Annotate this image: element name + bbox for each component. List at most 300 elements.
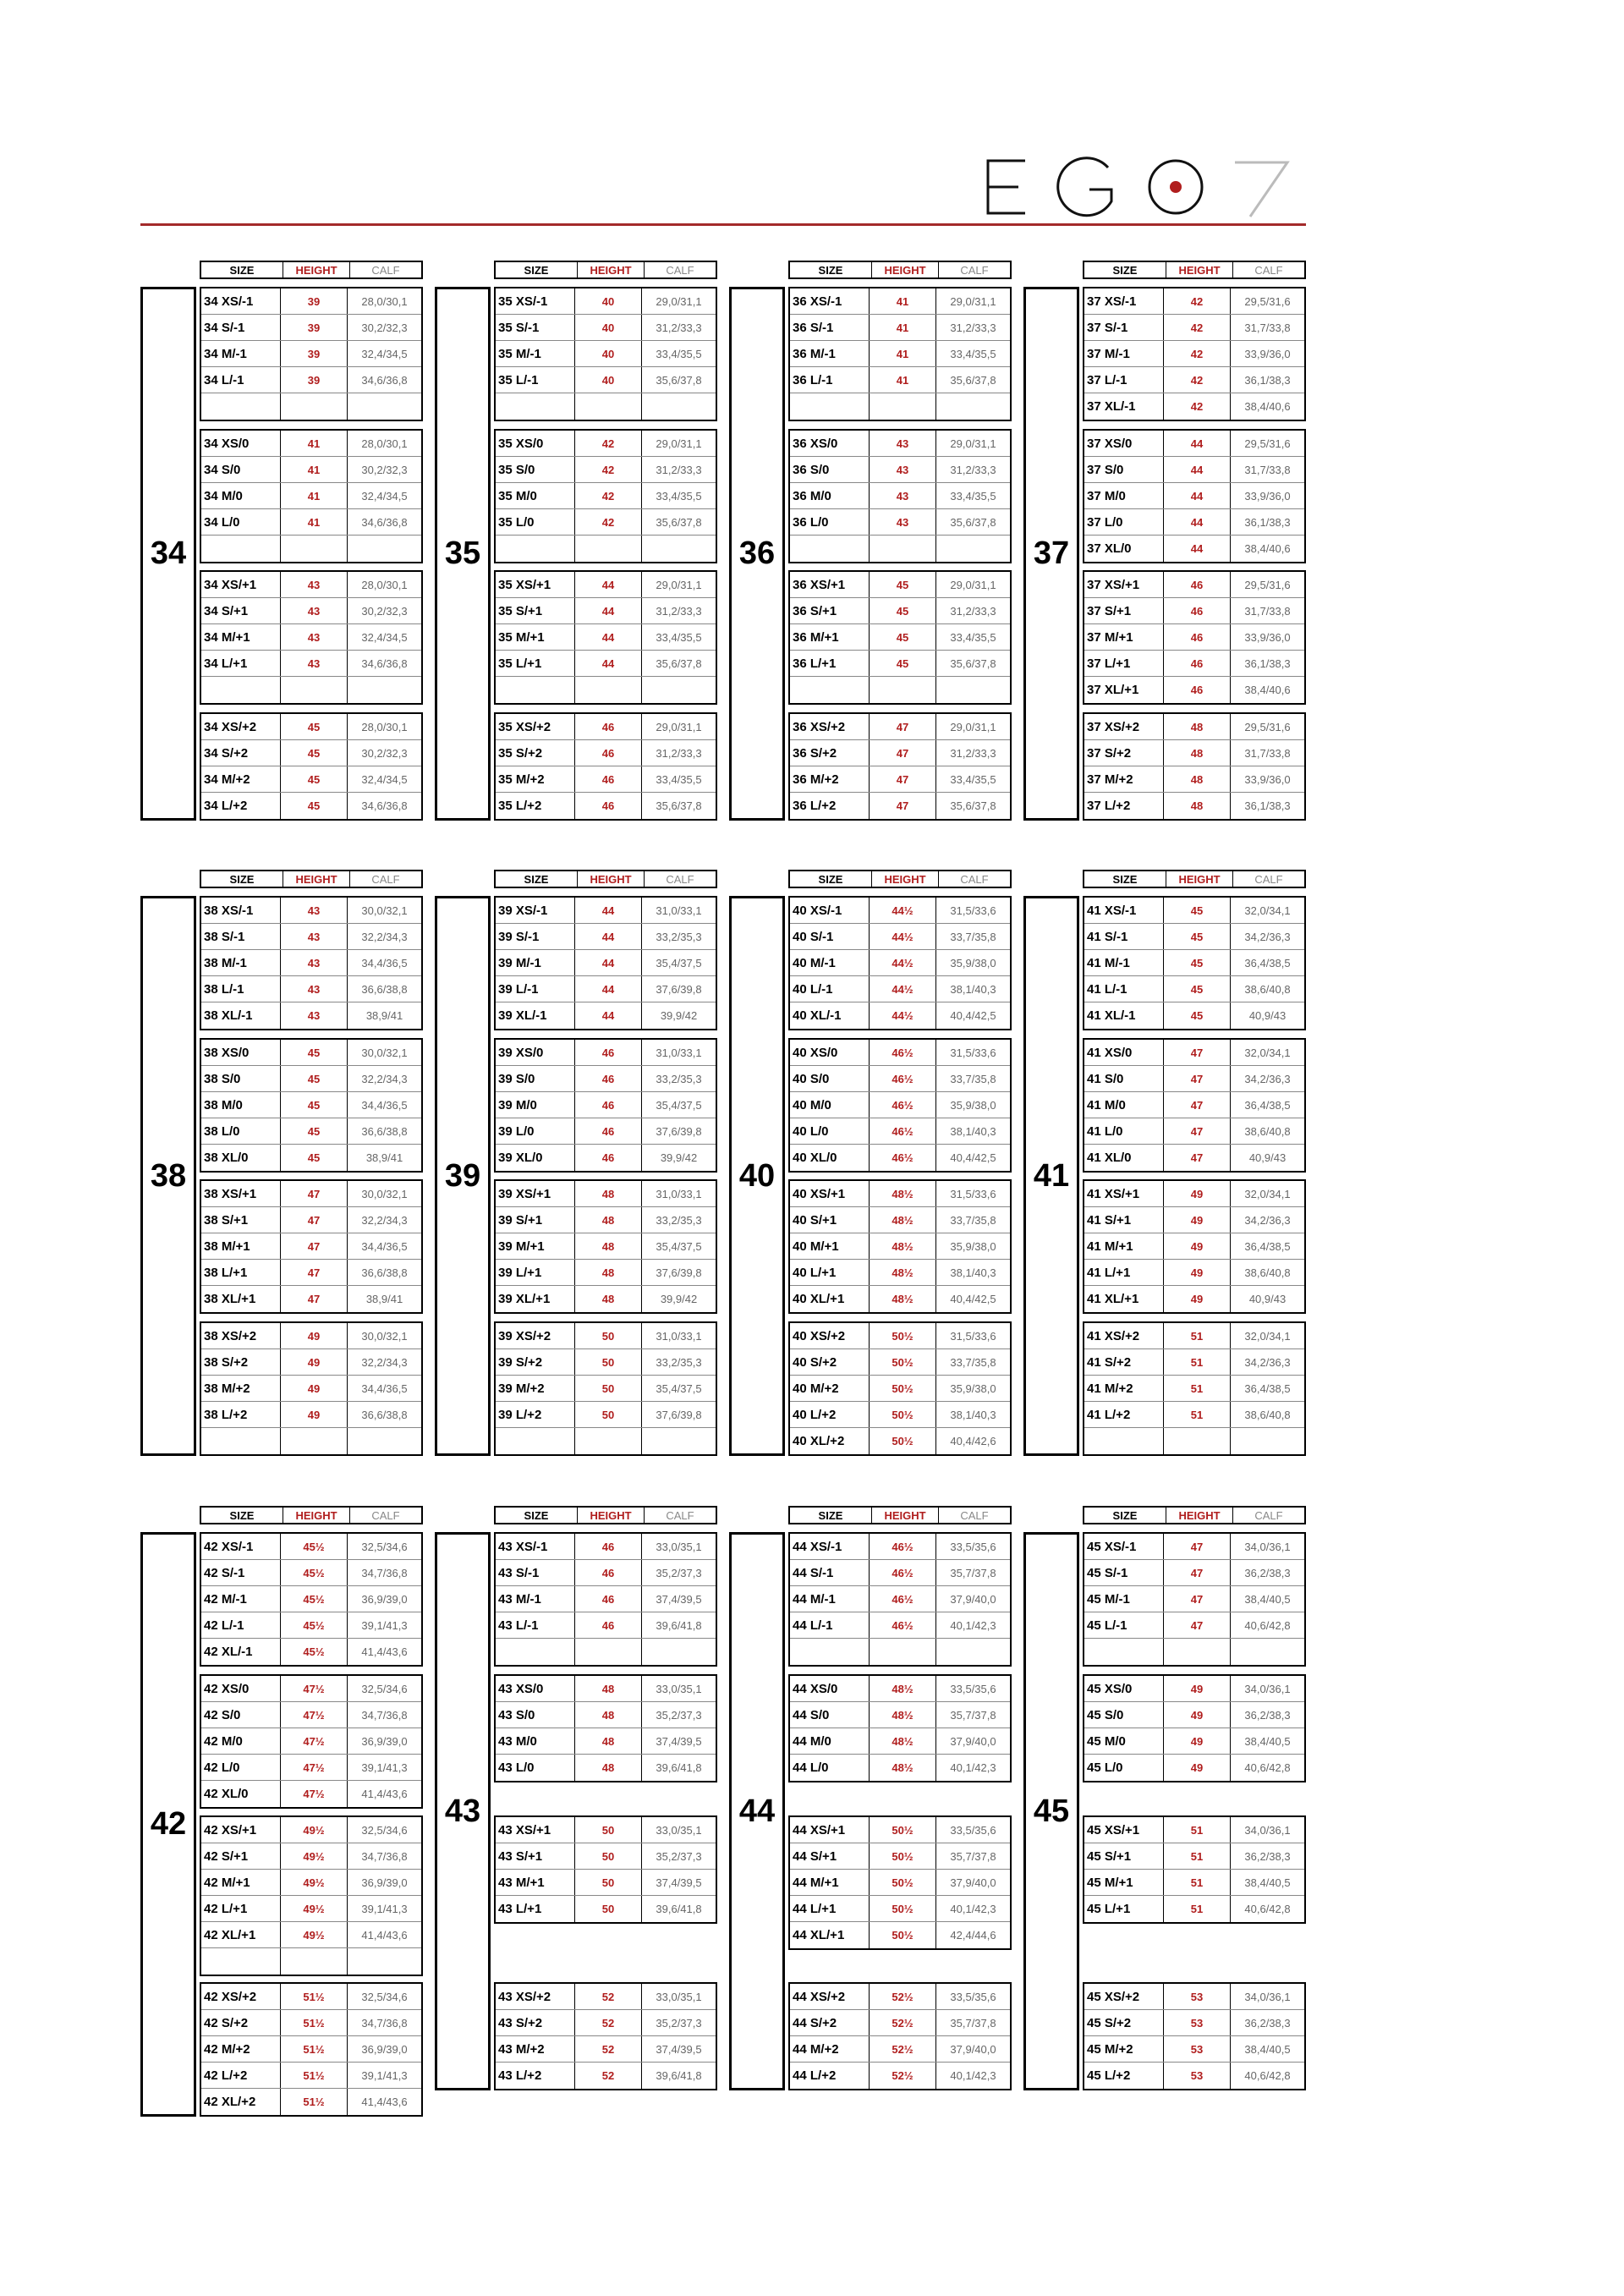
column-header <box>494 261 717 279</box>
cell-size: 36 M/+1 <box>790 624 870 650</box>
cell-size: 41 XL/+1 <box>1084 1286 1164 1312</box>
cell-size: 36 XS/-1 <box>790 288 870 314</box>
cell-height <box>575 393 642 420</box>
column-header-size: SIZE <box>201 871 283 887</box>
cell-calf: 28,0/30,1 <box>361 720 408 733</box>
cell-height: 46 <box>575 1586 642 1612</box>
cell-size: 41 XS/+2 <box>1084 1323 1164 1348</box>
cell-calf: 40,4/42,5 <box>950 1009 996 1022</box>
table-row <box>1084 714 1304 740</box>
table-row <box>1084 509 1304 536</box>
cell-calf: 32,2/34,3 <box>361 1072 408 1085</box>
column-header-calf: CALF <box>1254 872 1283 886</box>
cell-size: 34 L/0 <box>201 509 281 535</box>
cell-size: 34 M/+2 <box>201 766 281 792</box>
cell-size: 38 XL/+1 <box>201 1286 281 1312</box>
cell-size: 38 XS/-1 <box>201 898 281 923</box>
cell-height: 50 <box>575 1843 642 1869</box>
cell-size: 35 M/+1 <box>496 624 575 650</box>
column-header-size: SIZE <box>1084 262 1166 277</box>
cell-size: 42 L/+1 <box>201 1896 281 1921</box>
cell-size: 37 S/-1 <box>1084 315 1164 340</box>
cell-size: 35 M/-1 <box>496 341 575 366</box>
cell-size: 42 L/+2 <box>201 2063 281 2088</box>
size-group <box>494 1532 717 1667</box>
cell-calf: 35,2/37,3 <box>656 1566 702 1579</box>
cell-size: 42 S/-1 <box>201 1560 281 1585</box>
cell-calf: 37,6/39,8 <box>656 982 702 996</box>
cell-height: 48 <box>1164 766 1231 792</box>
cell-calf: 41,4/43,6 <box>361 1645 408 1658</box>
cell-size: 42 S/+1 <box>201 1843 281 1869</box>
cell-height: 42 <box>1164 315 1231 340</box>
cell-calf: 35,9/38,0 <box>950 1098 996 1112</box>
table-row <box>1084 766 1304 793</box>
cell-size: 42 XS/+1 <box>201 1817 281 1843</box>
cell-calf: 35,4/37,5 <box>656 1239 702 1253</box>
cell-size: 43 XS/0 <box>496 1676 575 1701</box>
cell-calf: 38,1/40,3 <box>950 1408 996 1421</box>
cell-size: 42 XL/+2 <box>201 2089 281 2115</box>
table-row <box>790 1428 1010 1454</box>
cell-calf: 33,2/35,3 <box>656 1355 702 1369</box>
cell-calf: 33,5/35,6 <box>950 1990 996 2003</box>
cell-calf: 29,0/31,1 <box>950 294 996 308</box>
cell-calf: 34,0/36,1 <box>1244 1540 1291 1553</box>
cell-height: 46 <box>575 740 642 766</box>
cell-height: 39 <box>281 315 348 340</box>
table-row <box>496 1586 716 1612</box>
cell-height: 48 <box>575 1676 642 1701</box>
cell-height: 41 <box>870 341 936 366</box>
cell-calf: 34,6/36,8 <box>361 373 408 387</box>
cell-calf: 36,4/38,5 <box>1244 1239 1291 1253</box>
size-group <box>1083 896 1306 1030</box>
table-row <box>201 2063 421 2089</box>
cell-size: 43 S/-1 <box>496 1560 575 1585</box>
cell-calf: 40,9/43 <box>1248 1151 1287 1164</box>
cell-size: 42 M/-1 <box>201 1586 281 1612</box>
size-number-label: 38 <box>140 896 196 1456</box>
cell-calf: 40,1/42,3 <box>950 1761 996 1774</box>
table-row <box>790 1349 1010 1376</box>
cell-calf: 31,7/33,8 <box>1244 746 1291 760</box>
table-row <box>1084 651 1304 677</box>
table-row <box>790 509 1010 536</box>
table-row <box>790 315 1010 341</box>
cell-size: 43 L/+2 <box>496 2063 575 2089</box>
cell-size: 40 XL/-1 <box>790 1002 870 1029</box>
table-row <box>496 1755 716 1781</box>
cell-height: 45½ <box>281 1586 348 1612</box>
cell-calf: 40,1/42,3 <box>950 1902 996 1915</box>
table-row <box>201 1534 421 1560</box>
table-row <box>790 793 1010 819</box>
table-row <box>201 2010 421 2036</box>
cell-size: 44 M/+2 <box>790 2036 870 2062</box>
cell-calf: 38,4/40,6 <box>1244 684 1291 696</box>
table-row <box>1084 898 1304 924</box>
size-group <box>1083 1674 1306 1782</box>
size-group <box>1083 712 1306 821</box>
cell-calf: 29,0/31,1 <box>950 437 996 450</box>
cell-height: 49 <box>1164 1260 1231 1285</box>
cell-height: 47 <box>1164 1092 1231 1118</box>
table-row <box>1084 1066 1304 1092</box>
column-header-height: HEIGHT <box>283 871 350 887</box>
cell-height: 47 <box>1164 1586 1231 1612</box>
cell-height: 49 <box>1164 1181 1231 1206</box>
cell-calf: 39,9/42 <box>660 1151 698 1164</box>
table-row <box>496 341 716 367</box>
cell-calf: 28,0/30,1 <box>361 578 408 591</box>
cell-size: 40 M/-1 <box>790 950 870 975</box>
cell-height: 48 <box>575 1702 642 1727</box>
cell-height: 46 <box>575 793 642 819</box>
table-row <box>790 740 1010 766</box>
table-row <box>790 1286 1010 1312</box>
cell-calf: 35,7/37,8 <box>950 1566 996 1579</box>
table-row <box>790 651 1010 677</box>
table-row <box>201 598 421 624</box>
cell-size: 35 XS/-1 <box>496 288 575 314</box>
table-row <box>496 1323 716 1349</box>
cell-size <box>201 677 281 703</box>
cell-size: 34 XS/+1 <box>201 572 281 597</box>
cell-calf: 29,0/31,1 <box>950 720 996 733</box>
cell-size: 40 XS/0 <box>790 1040 870 1065</box>
cell-height: 50½ <box>870 1402 936 1427</box>
table-row <box>1084 1349 1304 1376</box>
cell-size <box>201 1948 281 1975</box>
cell-height: 50½ <box>870 1870 936 1895</box>
cell-height: 43 <box>281 976 348 1002</box>
cell-calf: 30,2/32,3 <box>361 604 408 618</box>
cell-height: 43 <box>281 598 348 623</box>
cell-size: 40 M/0 <box>790 1092 870 1118</box>
column-header-calf: CALF <box>666 1508 694 1522</box>
table-row <box>201 651 421 677</box>
cell-height: 52 <box>575 1984 642 2009</box>
cell-size: 36 L/+1 <box>790 651 870 676</box>
cell-height <box>281 536 348 562</box>
cell-height: 47 <box>281 1233 348 1259</box>
cell-calf: 36,6/38,8 <box>361 1124 408 1138</box>
cell-calf: 33,0/35,1 <box>656 1823 702 1837</box>
cell-size: 37 L/-1 <box>1084 367 1164 393</box>
cell-calf: 31,0/33,1 <box>656 1187 702 1200</box>
cell-calf: 35,6/37,8 <box>950 799 996 812</box>
table-row <box>201 1118 421 1145</box>
cell-height: 50½ <box>870 1922 936 1948</box>
table-row <box>496 598 716 624</box>
table-row <box>1084 1002 1304 1029</box>
cell-calf: 33,4/35,5 <box>656 489 702 503</box>
cell-size: 41 XS/+1 <box>1084 1181 1164 1206</box>
cell-size: 35 S/+2 <box>496 740 575 766</box>
column-header-size: SIZE <box>1084 871 1166 887</box>
cell-size: 36 XS/+1 <box>790 572 870 597</box>
cell-calf: 33,7/35,8 <box>950 1355 996 1369</box>
cell-calf: 38,6/40,8 <box>1244 1266 1291 1279</box>
cell-calf: 36,4/38,5 <box>1244 1098 1291 1112</box>
cell-size: 42 XL/0 <box>201 1781 281 1807</box>
cell-size <box>790 1639 870 1665</box>
cell-calf: 31,5/33,6 <box>950 1187 996 1200</box>
cell-calf: 37,6/39,8 <box>656 1266 702 1279</box>
cell-calf: 40,1/42,3 <box>950 2069 996 2082</box>
table-row <box>201 393 421 420</box>
cell-height: 46 <box>575 1118 642 1144</box>
table-row <box>1084 1323 1304 1349</box>
cell-size: 39 XL/+1 <box>496 1286 575 1312</box>
cell-calf: 40,4/42,5 <box>950 1151 996 1164</box>
cell-height: 47 <box>281 1260 348 1285</box>
table-row <box>201 1092 421 1118</box>
cell-size: 35 S/0 <box>496 457 575 482</box>
table-row <box>790 1702 1010 1728</box>
cell-size: 36 L/+2 <box>790 793 870 819</box>
cell-calf: 40,4/42,6 <box>950 1435 996 1447</box>
cell-height: 50½ <box>870 1843 936 1869</box>
cell-calf: 30,0/32,1 <box>361 1046 408 1059</box>
cell-size: 36 M/+2 <box>790 766 870 792</box>
cell-size: 44 XS/+1 <box>790 1817 870 1843</box>
cell-size: 35 XS/+1 <box>496 572 575 597</box>
cell-height: 43 <box>281 924 348 949</box>
cell-size: 41 XS/0 <box>1084 1040 1164 1065</box>
table-row <box>1084 1233 1304 1260</box>
table-row <box>201 315 421 341</box>
cell-calf: 29,0/31,1 <box>656 294 702 308</box>
size-number-label: 40 <box>729 896 785 1456</box>
table-row <box>201 1702 421 1728</box>
cell-size: 35 XS/+2 <box>496 714 575 739</box>
table-row <box>1084 1260 1304 1286</box>
cell-size: 44 S/+1 <box>790 1843 870 1869</box>
cell-calf <box>642 677 716 703</box>
table-row <box>790 431 1010 457</box>
cell-size: 41 M/+2 <box>1084 1376 1164 1401</box>
size-group <box>1083 1179 1306 1314</box>
cell-size: 43 S/+1 <box>496 1843 575 1869</box>
table-row <box>201 457 421 483</box>
cell-size: 34 L/+2 <box>201 793 281 819</box>
cell-size: 41 S/-1 <box>1084 924 1164 949</box>
cell-calf: 39,1/41,3 <box>361 1618 408 1632</box>
table-row <box>1084 1092 1304 1118</box>
cell-calf <box>348 1948 421 1975</box>
table-row <box>496 1702 716 1728</box>
cell-height: 42 <box>1164 288 1231 314</box>
table-row <box>496 536 716 562</box>
cell-height: 51 <box>1164 1896 1231 1922</box>
cell-height: 40 <box>575 341 642 366</box>
table-row <box>496 740 716 766</box>
cell-size: 45 M/+2 <box>1084 2036 1164 2062</box>
table-row <box>790 1870 1010 1896</box>
size-number-label: 35 <box>435 287 491 821</box>
table-row <box>790 1586 1010 1612</box>
table-row <box>201 766 421 793</box>
cell-height: 43 <box>870 483 936 508</box>
cell-size <box>1084 1428 1164 1454</box>
table-row <box>496 2036 716 2063</box>
cell-height: 42 <box>1164 341 1231 366</box>
cell-calf: 32,0/34,1 <box>1244 1329 1291 1343</box>
column-header <box>788 870 1012 888</box>
table-row <box>201 2089 421 2115</box>
cell-size: 41 S/+2 <box>1084 1349 1164 1375</box>
size-group <box>788 1815 1012 1950</box>
table-row <box>1084 1207 1304 1233</box>
cell-height: 48½ <box>870 1676 936 1701</box>
cell-height: 41 <box>281 509 348 535</box>
table-row <box>496 393 716 420</box>
table-row <box>201 572 421 598</box>
size-group <box>200 429 423 563</box>
column-header-height: HEIGHT <box>872 871 939 887</box>
cell-size: 39 XS/-1 <box>496 898 575 923</box>
size-group <box>494 1982 717 2090</box>
cell-size: 45 S/+2 <box>1084 2010 1164 2035</box>
table-row <box>790 1984 1010 2010</box>
table-row <box>496 1040 716 1066</box>
cell-calf: 32,2/34,3 <box>361 1213 408 1227</box>
table-row <box>1084 1586 1304 1612</box>
cell-height: 48½ <box>870 1728 936 1754</box>
header-rule <box>140 223 1306 226</box>
cell-height: 46 <box>575 766 642 792</box>
cell-height: 47 <box>1164 1560 1231 1585</box>
cell-size: 44 L/+1 <box>790 1896 870 1921</box>
cell-calf: 37,4/39,5 <box>656 2042 702 2056</box>
cell-calf: 35,4/37,5 <box>656 956 702 969</box>
cell-calf: 34,7/36,8 <box>361 1849 408 1863</box>
cell-height: 48 <box>1164 793 1231 819</box>
column-header-height: HEIGHT <box>578 1508 645 1523</box>
cell-size: 42 XS/+2 <box>201 1984 281 2009</box>
cell-size: 43 L/-1 <box>496 1612 575 1638</box>
cell-height: 50 <box>575 1376 642 1401</box>
cell-calf: 31,5/33,6 <box>950 1046 996 1059</box>
table-row <box>201 1560 421 1586</box>
size-number-label: 44 <box>729 1532 785 2090</box>
cell-size: 45 L/-1 <box>1084 1612 1164 1638</box>
column-header-height: HEIGHT <box>283 262 350 277</box>
column-header-calf: CALF <box>666 872 694 886</box>
cell-height: 43 <box>281 651 348 676</box>
cell-height: 47½ <box>281 1702 348 1727</box>
cell-height: 44 <box>575 976 642 1002</box>
cell-calf: 31,2/33,3 <box>656 321 702 334</box>
cell-height: 41 <box>870 367 936 393</box>
cell-calf <box>642 1639 716 1665</box>
cell-height: 47 <box>870 766 936 792</box>
cell-size <box>201 1428 281 1454</box>
cell-height: 51½ <box>281 2063 348 2088</box>
cell-calf: 35,2/37,3 <box>656 2016 702 2030</box>
cell-size: 41 XL/0 <box>1084 1145 1164 1171</box>
cell-size: 35 S/-1 <box>496 315 575 340</box>
cell-height <box>575 677 642 703</box>
table-row <box>790 1728 1010 1755</box>
table-row <box>496 1428 716 1454</box>
cell-size: 38 S/0 <box>201 1066 281 1091</box>
cell-calf: 38,1/40,3 <box>950 1124 996 1138</box>
cell-calf: 37,4/39,5 <box>656 1876 702 1889</box>
cell-height: 45 <box>281 1040 348 1065</box>
cell-calf: 31,2/33,3 <box>950 604 996 618</box>
cell-height: 47 <box>281 1207 348 1233</box>
table-row <box>790 1118 1010 1145</box>
cell-height: 44 <box>1164 509 1231 535</box>
cell-height: 44 <box>575 950 642 975</box>
cell-height: 50½ <box>870 1817 936 1843</box>
table-row <box>201 677 421 703</box>
size-group <box>788 1674 1012 1782</box>
cell-size: 41 XL/-1 <box>1084 1002 1164 1029</box>
cell-calf: 39,6/41,8 <box>656 1618 702 1632</box>
size-group <box>200 712 423 821</box>
cell-height: 49 <box>281 1402 348 1427</box>
cell-size: 38 XL/-1 <box>201 1002 281 1029</box>
cell-size: 34 M/+1 <box>201 624 281 650</box>
cell-height: 45½ <box>281 1560 348 1585</box>
size-group <box>1083 429 1306 563</box>
cell-calf: 31,2/33,3 <box>656 604 702 618</box>
cell-calf: 35,7/37,8 <box>950 1849 996 1863</box>
table-row <box>496 1560 716 1586</box>
cell-height: 51½ <box>281 2036 348 2062</box>
cell-height: 42 <box>575 431 642 456</box>
cell-calf: 38,6/40,8 <box>1244 1408 1291 1421</box>
column-header <box>494 1506 717 1524</box>
cell-calf: 34,4/36,5 <box>361 1098 408 1112</box>
table-row <box>790 1233 1010 1260</box>
cell-calf: 29,0/31,1 <box>656 437 702 450</box>
cell-calf <box>1231 1428 1304 1454</box>
cell-height: 48½ <box>870 1233 936 1259</box>
cell-size: 43 M/0 <box>496 1728 575 1754</box>
cell-size: 37 XS/0 <box>1084 431 1164 456</box>
table-row <box>1084 1870 1304 1896</box>
cell-height: 48½ <box>870 1286 936 1312</box>
table-row <box>201 1349 421 1376</box>
cell-height: 46½ <box>870 1145 936 1171</box>
cell-calf: 33,9/36,0 <box>1244 489 1291 503</box>
cell-height: 49 <box>1164 1233 1231 1259</box>
cell-size: 43 M/+1 <box>496 1870 575 1895</box>
cell-height: 48½ <box>870 1181 936 1206</box>
table-row <box>496 509 716 536</box>
table-row <box>790 1560 1010 1586</box>
cell-height: 51 <box>1164 1323 1231 1348</box>
column-header <box>200 870 423 888</box>
cell-calf: 30,0/32,1 <box>361 904 408 917</box>
cell-height: 45 <box>281 1066 348 1091</box>
cell-height: 51½ <box>281 2010 348 2035</box>
table-row <box>496 483 716 509</box>
cell-calf: 34,4/36,5 <box>361 956 408 969</box>
table-row <box>790 1207 1010 1233</box>
table-row <box>496 1181 716 1207</box>
cell-height: 52½ <box>870 1984 936 2009</box>
cell-calf: 33,2/35,3 <box>656 1072 702 1085</box>
table-row <box>1084 740 1304 766</box>
cell-size: 38 L/0 <box>201 1118 281 1144</box>
table-row <box>496 288 716 315</box>
